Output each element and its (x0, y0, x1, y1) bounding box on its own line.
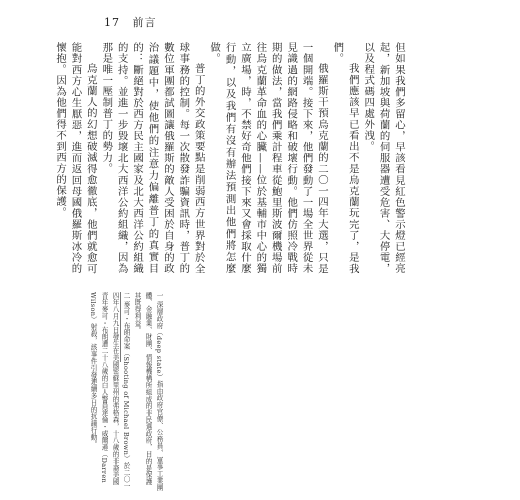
paragraph: 我們應該早已看出不是烏克蘭玩完了，是我們。 (331, 42, 359, 274)
footnote: 一 深層政府（deep state）指由政府官僚、公務員、軍事工業團體、金融業、財團、情報機構所組成的非民選政府，目的是保護其既得利益。 (133, 292, 163, 491)
footnotes (87, 292, 164, 492)
running-header (104, 14, 157, 30)
paragraph: 烏克蘭人的幻想破滅得愈徹底，他們就愈可能對西方心生厭惡，進而返回母國俄羅斯冰冷的懷抱。因為他們得不到西方的保護。 (54, 42, 97, 274)
main-text (52, 42, 406, 274)
paragraph: 普丁的外交政策要點是削弱西方世界對於全球事務的控制。每一次散發詐騙資訊時，普丁的數位軍團都試圖讓俄羅斯的敵人受困於自身的政治議題中，使他們的注意力偏離普丁的真實目的：斷絕對於西方民主國家及北大西洋公約組織的支持。並進一步毀壞北大西洋公約組織，因為那是唯一壓制普丁的勢力。 (100, 42, 205, 274)
paragraph: 但如果我們多留心，早該看見紅色警示燈已經亮起，新加坡與荷蘭的伺服器遭受危害、大停電，以及程式碼四處外洩。 (362, 42, 405, 274)
footnote: 二 麥可・布朗命案（Shooting of Michael Brown）於二〇一四年八月九日發生在美國密蘇里州的弗格森，十八歲的非裔美國青年麥可・布朗遭二十八歲的白人警員達倫・威爾遜（Darren Wilson）射殺，該事件引發連續多日的抗議行動。 (89, 292, 130, 490)
section-title: 前言 (132, 16, 157, 29)
page-number: 17 (104, 16, 120, 29)
paragraph: 俄羅斯干預烏克蘭的二〇一四年大選，只是一個開端。接下來，他們發動了一場全世界從未見識過的網路侵略和破壞行動。他們仿照冷戰時期的做法，當我們乘計程車從鮑里斯波爾機場前往烏克蘭革命血的心臟——位於基輔市中心的獨立廣場，時，不禁好奇他們接下來又會採取什麼行動，以及我們有沒有辦法預測出他們將怎麼做。 (208, 42, 328, 274)
